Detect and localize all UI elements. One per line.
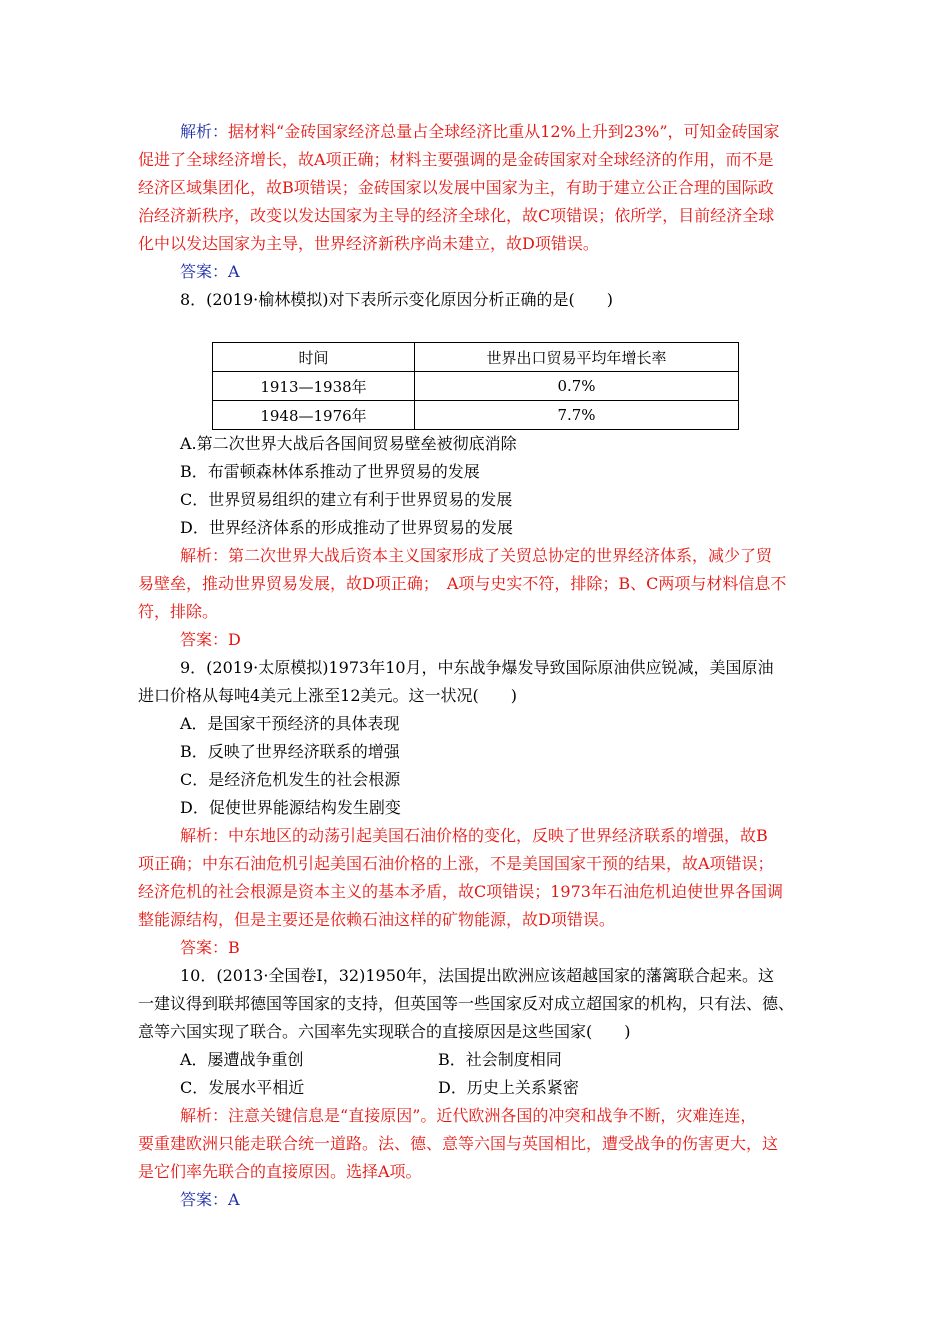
q10-option-c: C．发展水平相近 xyxy=(180,1078,305,1097)
table-cell-rate: 0.7% xyxy=(415,372,739,401)
q8-explanation-line-3: 符，排除。 xyxy=(138,602,219,621)
q10-answer-label: 答案： xyxy=(180,1190,229,1209)
q10-stem-line-1: 10．(2013·全国卷Ⅰ，32)1950年，法国提出欧洲应该超越国家的藩篱联合起来。这 xyxy=(180,966,775,985)
table-row xyxy=(213,401,739,430)
q7-explanation-text: 据材料“金砖国家经济总量占全球经济比重从12%上升到23%”，可知金砖国家 xyxy=(228,122,780,141)
q9-option-b: B．反映了世界经济联系的增强 xyxy=(180,742,400,761)
q8-answer xyxy=(180,630,241,650)
table-cell-rate: 7.7% xyxy=(415,401,739,430)
q8-explanation-text: 第二次世界大战后资本主义国家形成了关贸总协定的世界经济体系，减少了贸 xyxy=(228,546,773,565)
q8-option-d: D．世界经济体系的形成推动了世界贸易的发展 xyxy=(180,518,513,537)
q9-answer xyxy=(180,938,240,958)
table-header-growth-rate: 世界出口贸易平均年增长率 xyxy=(415,343,739,372)
q8-explanation-line-2: 易壁垒，推动世界贸易发展，故D项正确； A项与史实不符，排除；B、C两项与材料信息不 xyxy=(138,574,787,593)
table-header-time: 时间 xyxy=(213,343,415,372)
q9-explanation-line-1 xyxy=(180,826,768,846)
q8-explanation-label: 解析： xyxy=(180,546,229,565)
q8-option-c: C．世界贸易组织的建立有利于世界贸易的发展 xyxy=(180,490,513,509)
q10-option-a: A．屡遭战争重创 xyxy=(180,1050,304,1069)
q7-explanation-line-5: 化中以发达国家为主导，世界经济新秩序尚未建立，故D项错误。 xyxy=(138,234,599,253)
q7-explanation-line-3: 经济区域集团化，故B项错误；金砖国家以发展中国家为主，有助于建立公正合理的国际政 xyxy=(138,178,774,197)
q9-explanation-line-4: 整能源结构，但是主要还是依赖石油这样的矿物能源，故D项错误。 xyxy=(138,910,615,929)
q7-explanation-line-1 xyxy=(180,122,780,142)
q8-data-table xyxy=(212,342,739,430)
q9-stem-line-1: 9．(2019·太原模拟)1973年10月，中东战争爆发导致国际原油供应锐减，美国原油 xyxy=(180,658,774,677)
q10-explanation-label: 解析： xyxy=(180,1106,229,1125)
q7-explanation-label: 解析： xyxy=(180,122,229,141)
q10-answer xyxy=(180,1190,240,1210)
q10-option-d: D．历史上关系紧密 xyxy=(438,1078,579,1097)
q10-explanation-text: 注意关键信息是“直接原因”。近代欧洲各国的冲突和战争不断，灾难连连， xyxy=(228,1106,757,1125)
q7-explanation-line-4: 治经济新秩序，改变以发达国家为主导的经济全球化，故C项错误；依所学，目前经济全球 xyxy=(138,206,775,225)
q10-explanation-line-1 xyxy=(180,1106,756,1126)
q9-explanation-text: 中东地区的动荡引起美国石油价格的变化，反映了世界经济联系的增强，故B xyxy=(228,826,768,845)
q9-stem-line-2: 进口价格从每吨4美元上涨至12美元。这一状况( ) xyxy=(138,686,518,705)
q7-answer-value: A xyxy=(228,262,240,281)
q9-option-c: C．是经济危机发生的社会根源 xyxy=(180,770,401,789)
q10-option-b: B．社会制度相同 xyxy=(438,1050,562,1069)
q10-stem-line-2: 一建议得到联邦德国等国家的支持，但英国等一些国家反对成立超国家的机构，只有法、德、 xyxy=(138,994,795,1013)
q10-explanation-line-2: 要重建欧洲只能走联合统一道路。法、德、意等六国与英国相比，遭受战争的伤害更大，这 xyxy=(138,1134,779,1153)
q8-option-a: A.第二次世界大战后各国间贸易壁垒被彻底消除 xyxy=(180,434,517,453)
q10-explanation-line-3: 是它们率先联合的直接原因。选择A项。 xyxy=(138,1162,422,1181)
q8-answer-label: 答案： xyxy=(180,630,229,649)
q10-answer-value: A xyxy=(228,1190,240,1209)
q8-option-b: B．布雷顿森林体系推动了世界贸易的发展 xyxy=(180,462,480,481)
q9-option-d: D．促使世界能源结构发生剧变 xyxy=(180,798,401,817)
q9-answer-value: B xyxy=(228,938,240,957)
table-row xyxy=(213,372,739,401)
q8-answer-value: D xyxy=(228,630,241,649)
q9-explanation-line-2: 项正确；中东石油危机引起美国石油价格的上涨，不是美国国家干预的结果，故A项错误； xyxy=(138,854,774,873)
q10-stem-line-3: 意等六国实现了联合。六国率先实现联合的直接原因是这些国家( ) xyxy=(138,1022,631,1041)
table-cell-period: 1913—1938年 xyxy=(213,372,415,401)
q8-explanation-line-1 xyxy=(180,546,772,566)
q9-explanation-label: 解析： xyxy=(180,826,229,845)
q7-answer xyxy=(180,262,240,282)
q9-explanation-line-3: 经济危机的社会根源是资本主义的基本矛盾，故C项错误；1973年石油危机迫使世界各国调 xyxy=(138,882,783,901)
q8-stem: 8．(2019·榆林模拟)对下表所示变化原因分析正确的是( ) xyxy=(180,290,613,309)
table-header-row xyxy=(213,343,739,372)
q9-option-a: A．是国家干预经济的具体表现 xyxy=(180,714,400,733)
q7-explanation-line-2: 促进了全球经济增长，故A项正确；材料主要强调的是金砖国家对全球经济的作用，而不是 xyxy=(138,150,774,169)
q9-answer-label: 答案： xyxy=(180,938,229,957)
q7-answer-label: 答案： xyxy=(180,262,229,281)
table-cell-period: 1948—1976年 xyxy=(213,401,415,430)
